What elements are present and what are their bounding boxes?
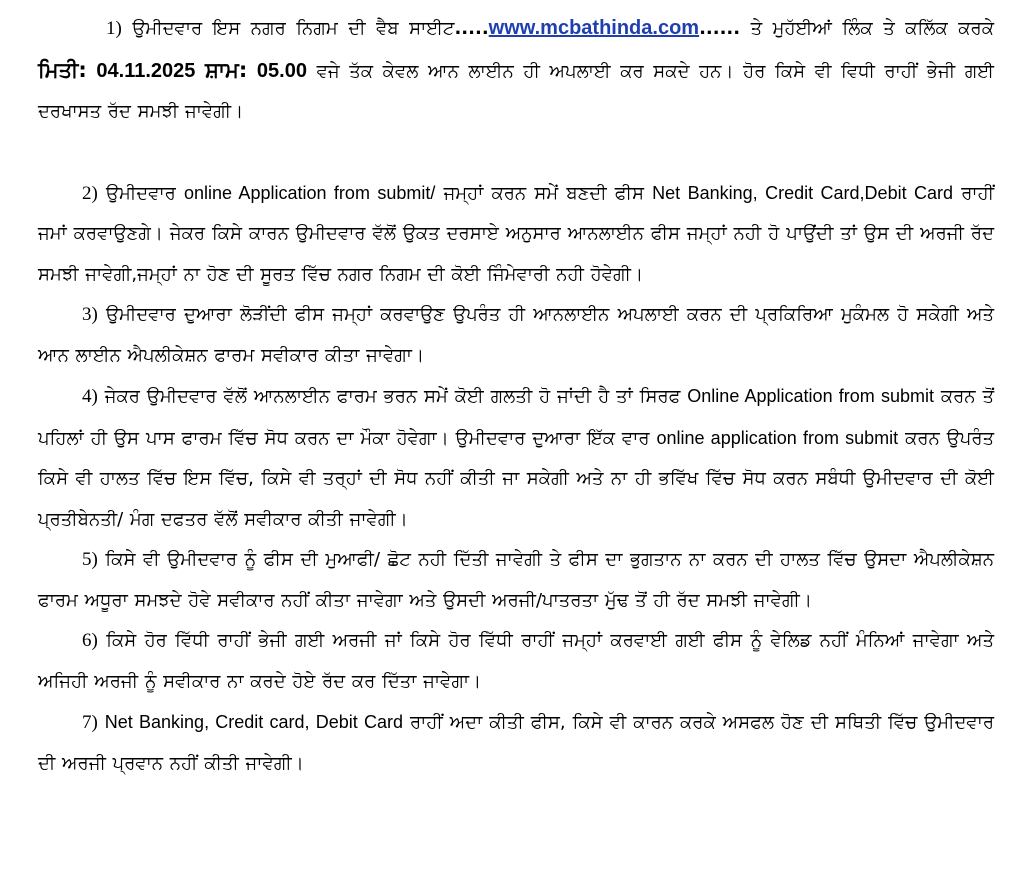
paragraph-text: ਵਜੇ ਤੱਕ ਕੇਵਲ ਆਨ ਲਾਈਨ ਹੀ ਅਪਲਾਈ ਕਰ ਸਕਦੇ ਹਨ। ਹੋਰ ਕਿਸੇ ਵੀ ਵਿਧੀ ਰਾਹੀਂ ਭੇਜੀ ਗਈ ਦਰਖਾਸਤ ਰੱਦ ਸਮਝੀ ਜਾਵੇਗੀ। (38, 60, 994, 122)
item-number: 3) (82, 304, 98, 325)
english-text: Online Application from submit (687, 386, 934, 406)
english-text: Net Banking, Credit Card,Debit Card (652, 182, 954, 203)
item-number: 2) (82, 182, 98, 204)
item-number: 5) (82, 549, 98, 570)
dots: ..... (454, 18, 489, 39)
english-text: online Application from submit/ (183, 182, 436, 203)
time-value: 05.00 (256, 59, 307, 82)
paragraph-5 (38, 540, 994, 621)
paragraph-6 (38, 621, 994, 702)
dots: ...... (699, 18, 741, 39)
paragraph-gap (38, 133, 994, 173)
paragraph-text: ਜੇਕਰ ਉਮੀਦਵਾਰ ਵੱਲੋਂ ਆਨਲਾਈਨ ਫਾਰਮ ਭਰਨ ਸਮੇਂ ਕੋਈ ਗਲਤੀ ਹੋ ਜਾਂਦੀ ਹੈ ਤਾਂ ਸਿਰਫ (104, 386, 688, 407)
date-value: 04.11.2025 (96, 59, 196, 82)
paragraph-text: ਰਾਹੀਂ ਜਮਾਂ ਕਰਵਾਉਣਗੇ। ਜੇਕਰ ਕਿਸੇ ਕਾਰਨ ਉਮੀਦਵਾਰ ਵੱਲੋਂ ਉਕਤ ਦਰਸਾਏ ਅਨੁਸਾਰ ਆਨਲਾਈਨ ਫੀਸ ਜਮ੍ਹਾਂ ਨਹੀ ਹੋ ਪਾਉਂਦੀ ਤਾਂ ਉਸ ਦੀ ਅਰਜੀ ਰੱਦ ਸਮਝੀ ਜਾਵੇਗੀ,ਜਮ੍ਹਾਂ ਨਾ ਹੋਣ ਦੀ ਸੂਰਤ ਵਿੱਚ ਨਗਰ ਨਿਗਮ ਦੀ ਕੋਈ ਜਿੰਮੇਵਾਰੀ ਨਹੀ ਹੋਵੇਗੀ। (38, 182, 994, 285)
paragraph-text: ਉਮੀਦਵਾਰ (106, 182, 184, 204)
website-link[interactable]: www.mcbathinda.com (488, 17, 700, 39)
paragraph-text: ਕਿਸੇ ਹੋਰ ਵਿੱਧੀ ਰਾਹੀਂ ਭੇਜੀ ਗਈ ਅਰਜੀ ਜਾਂ ਕਿਸੇ ਹੋਰ ਵਿੱਧੀ ਰਾਹੀਂ ਜਮ੍ਹਾਂ ਕਰਵਾਈ ਗਈ ਫੀਸ ਨੂੰ ਵੇਲਿਡ ਨਹੀਂ ਮੰਨਿਆਂ ਜਾਵੇਗਾ ਅਤੇ ਅਜਿਹੀ ਅਰਜੀ ਨੂੰ ਸਵੀਕਾਰ ਨਾ ਕਰਦੇ ਹੋਏ ਰੱਦ ਕਰ ਦਿੱਤਾ ਜਾਵੇਗਾ। (38, 630, 994, 692)
item-number: 7) (82, 712, 98, 733)
paragraph-7 (38, 702, 994, 784)
paragraph-text: ਕਿਸੇ ਵੀ ਉਮੀਦਵਾਰ ਨੂੰ ਫੀਸ ਦੀ ਮੁਆਫੀ/ ਛੋਟ ਨਹੀ ਦਿੱਤੀ ਜਾਵੇਗੀ ਤੇ ਫੀਸ ਦਾ ਭੁਗਤਾਨ ਨਾ ਕਰਨ ਦੀ ਹਾਲਤ ਵਿੱਚ ਉਸਦਾ ਐਪਲੀਕੇਸ਼ਨ ਫਾਰਮ ਅਧੂਰਾ ਸਮਝਦੇ ਹੋਵੇ ਸਵੀਕਾਰ ਨਹੀਂ ਕੀਤਾ ਜਾਵੇਗਾ ਅਤੇ ਉਸਦੀ ਅਰਜੀ/ਪਾਤਰਤਾ ਮੁੱਢ ਤੋਂ ਹੀ ਰੱਦ ਸਮਝੀ ਜਾਵੇਗੀ। (38, 549, 994, 611)
paragraph-text: ਕਰਨ ਤੋਂ ਪਹਿਲਾਂ ਹੀ ਉਸ ਪਾਸ ਫਾਰਮ ਵਿੱਚ ਸੋਧ ਕਰਨ ਦਾ ਮੌਕਾ ਹੋਵੇਗਾ। ਉਮੀਦਵਾਰ ਦੁਆਰਾ ਇੱਕ ਵਾਰ (38, 386, 994, 449)
paragraph-text: ਕਰਨ ਉਪਰੰਤ ਕਿਸੇ ਵੀ ਹਾਲਤ ਵਿੱਚ ਇਸ ਵਿੱਚ, ਕਿਸੇ ਵੀ ਤਰ੍ਹਾਂ ਦੀ ਸੋਧ ਨਹੀਂ ਕੀਤੀ ਜਾ ਸਕੇਗੀ ਅਤੇ ਨਾ ਹੀ ਭਵਿੱਖ ਵਿੱਚ ਸੋਧ ਕਰਨ ਸਬੰਧੀ ਉਮੀਦਵਾਰ ਦੀ ਕੋਈ ਪ੍ਰਤੀਬੇਨਤੀ/ ਮੰਗ ਦਫਤਰ ਵੱਲੋਂ ਸਵੀਕਾਰ ਕੀਤੀ ਜਾਵੇਗੀ। (38, 427, 995, 530)
paragraph-1 (38, 8, 994, 133)
paragraph-text: ਉਮੀਦਵਾਰ ਇਸ ਨਗਰ ਨਿਗਮ ਦੀ ਵੈਬ ਸਾਈਟ (132, 18, 455, 39)
item-number: 1) (106, 18, 122, 39)
paragraph-3 (38, 295, 994, 376)
paragraph-text: ਉਮੀਦਵਾਰ ਦੁਆਰਾ ਲੋੜੀਂਦੀ ਫੀਸ ਜਮ੍ਹਾਂ ਕਰਵਾਉਣ ਉਪਰੰਤ ਹੀ ਆਨਲਾਈਨ ਅਪਲਾਈ ਕਰਨ ਦੀ ਪ੍ਰਕਿਰਿਆ ਮੁਕੰਮਲ ਹੋ ਸਕੇਗੀ ਅਤੇ ਆਨ ਲਾਈਨ ਐਪਲੀਕੇਸ਼ਨ ਫਾਰਮ ਸਵੀਕਾਰ ਕੀਤਾ ਜਾਵੇਗਾ। (38, 304, 994, 366)
item-number: 6) (82, 630, 98, 651)
english-text: Net Banking, Credit card, Debit Card (104, 712, 404, 732)
english-text: online application from submit (656, 427, 899, 448)
paragraph-text: ਰਾਹੀਂ ਅਦਾ ਕੀਤੀ ਫੀਸ, ਕਿਸੇ ਵੀ ਕਾਰਨ ਕਰਕੇ ਅਸਫਲ ਹੋਣ ਦੀ ਸਥਿਤੀ ਵਿੱਚ ਉਮੀਦਵਾਰ ਦੀ ਅਰਜੀ ਪ੍ਰਵਾਨ ਨਹੀਂ ਕੀਤੀ ਜਾਵੇਗੀ। (38, 712, 994, 774)
paragraph-2 (38, 173, 994, 296)
date-label: ਮਿਤੀ: (38, 57, 87, 82)
paragraph-text: ਤੇ ਮੁਹੱਈਆਂ ਲਿੰਕ ਤੇ ਕਲਿੱਕ ਕਰਕੇ (740, 18, 994, 39)
paragraph-4 (38, 376, 994, 540)
document-body (38, 8, 994, 784)
item-number: 4) (82, 386, 98, 407)
paragraph-text: ਜਮ੍ਹਾਂ ਕਰਨ ਸਮੇਂ ਬਣਦੀ ਫੀਸ (435, 182, 653, 204)
time-label: ਸ਼ਾਮ: (205, 57, 248, 82)
